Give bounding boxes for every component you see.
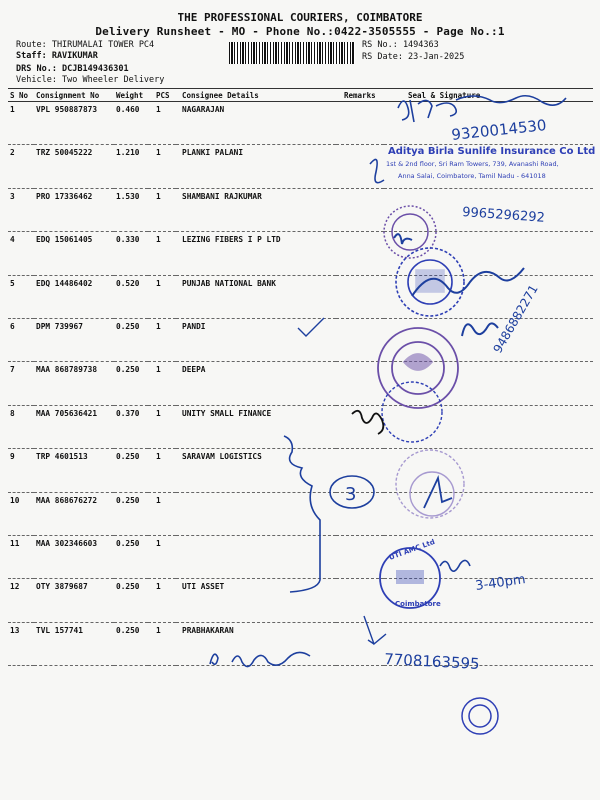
- cell-sno: 1: [8, 102, 34, 145]
- cell-remarks: [336, 102, 384, 145]
- cell-sno: 6: [8, 318, 34, 361]
- cell-consignee: NAGARAJAN: [176, 102, 336, 145]
- table-row: [8, 318, 593, 361]
- header-pcs: PCS: [148, 89, 176, 102]
- cell-sno: 4: [8, 232, 34, 275]
- header-seal: Seal & Signature: [384, 89, 593, 102]
- cell-seal: [384, 275, 593, 318]
- header-consignee: Consignee Details: [176, 89, 336, 102]
- delivery-time: 3-40pm: [474, 572, 527, 594]
- cell-sno: 3: [8, 188, 34, 231]
- cell-consignment: TVL 157741: [34, 622, 114, 665]
- cell-sno: 12: [8, 579, 34, 622]
- table-row: [8, 275, 593, 318]
- cell-remarks: [336, 232, 384, 275]
- cell-consignee: UTI ASSET: [176, 579, 336, 622]
- cell-consignment: MAA 868676272: [34, 492, 114, 535]
- cell-sno: 11: [8, 535, 34, 578]
- circled-number: 3: [345, 484, 357, 505]
- cell-remarks: [336, 405, 384, 448]
- svg-text:UTI AMC Ltd: UTI AMC Ltd: [387, 537, 437, 562]
- cell-seal: [384, 492, 593, 535]
- company-title: THE PROFESSIONAL COURIERS, COIMBATORE: [177, 11, 423, 24]
- cell-consignee: SARAVAM LOGISTICS: [176, 449, 336, 492]
- cell-weight: 0.250: [114, 535, 148, 578]
- cell-weight: 0.460: [114, 102, 148, 145]
- cell-seal: [384, 318, 593, 361]
- cell-weight: 0.250: [114, 622, 148, 665]
- cell-pcs: 1: [148, 232, 176, 275]
- cell-consignment: PRO 17336462: [34, 188, 114, 231]
- cell-pcs: 1: [148, 188, 176, 231]
- cell-sno: 7: [8, 362, 34, 405]
- cell-remarks: [336, 449, 384, 492]
- runsheet-subtitle: Delivery Runsheet - MO - Phone No.:0422-3505555 - Page No.:1: [95, 25, 505, 38]
- cell-remarks: [336, 318, 384, 361]
- table-row: [8, 622, 593, 665]
- vehicle-text: Vehicle: Two Wheeler Delivery: [16, 75, 165, 85]
- svg-text:1st & 2nd floor, Sri Ram Tower: 1st & 2nd floor, Sri Ram Towers, 739, Avanashi Road,: [386, 160, 559, 168]
- table-row: [8, 405, 593, 448]
- cell-consignment: EDQ 14486402: [34, 275, 114, 318]
- cell-sno: 2: [8, 145, 34, 188]
- cell-seal: [384, 188, 593, 231]
- cell-seal: [384, 579, 593, 622]
- svg-text:Aditya Birla Sunlife Insurance: Aditya Birla Sunlife Insurance Co Ltd: [388, 146, 596, 157]
- cell-pcs: 1: [148, 622, 176, 665]
- cell-pcs: 1: [148, 102, 176, 145]
- cell-weight: 1.530: [114, 188, 148, 231]
- table-row: [8, 232, 593, 275]
- phone-number-3: 9486882271: [490, 282, 541, 356]
- cell-weight: 0.250: [114, 579, 148, 622]
- header-sno: S No: [8, 89, 34, 102]
- cell-pcs: 1: [148, 362, 176, 405]
- cell-sno: 5: [8, 275, 34, 318]
- cell-remarks: [336, 622, 384, 665]
- cell-seal: [384, 232, 593, 275]
- table-row: [8, 492, 593, 535]
- cell-sno: 13: [8, 622, 34, 665]
- cell-seal: [384, 622, 593, 665]
- cell-consignment: EDQ 15061405: [34, 232, 114, 275]
- cell-pcs: 1: [148, 579, 176, 622]
- cell-consignment: TRP 4601513: [34, 449, 114, 492]
- cell-remarks: [336, 275, 384, 318]
- cell-consignee: DEEPA: [176, 362, 336, 405]
- table-row: [8, 145, 593, 188]
- table-row: [8, 535, 593, 578]
- drs-number: DRS No.: DCJB149436301: [16, 64, 129, 74]
- cell-seal: [384, 102, 593, 145]
- cell-weight: 0.250: [114, 318, 148, 361]
- cell-pcs: 1: [148, 318, 176, 361]
- route-text: Route: THIRUMALAI TOWER PC4: [16, 40, 155, 50]
- cell-sno: 10: [8, 492, 34, 535]
- cell-weight: 0.250: [114, 449, 148, 492]
- table-row: [8, 449, 593, 492]
- runsheet-table: [8, 88, 596, 666]
- cell-weight: 0.250: [114, 492, 148, 535]
- svg-text:Anna Salai, Coimbatore, Tamil: Anna Salai, Coimbatore, Tamil Nadu - 641018: [398, 172, 546, 180]
- cell-pcs: 1: [148, 535, 176, 578]
- phone-number-1: 9320014530: [450, 116, 548, 144]
- cell-consignment: MAA 705636421: [34, 405, 114, 448]
- cell-remarks: [336, 492, 384, 535]
- cell-consignment: MAA 868789738: [34, 362, 114, 405]
- cell-pcs: 1: [148, 449, 176, 492]
- cell-weight: 0.250: [114, 362, 148, 405]
- cell-consignment: VPL 950887873: [34, 102, 114, 145]
- cell-consignee: UNITY SMALL FINANCE: [176, 405, 336, 448]
- cell-pcs: 1: [148, 405, 176, 448]
- header-consignment: Consignment No: [34, 89, 114, 102]
- cell-remarks: [336, 535, 384, 578]
- svg-text:Coimbatore: Coimbatore: [395, 600, 441, 608]
- table-row: [8, 102, 593, 145]
- cell-remarks: [336, 579, 384, 622]
- cell-consignment: MAA 302346603: [34, 535, 114, 578]
- header-remarks: Remarks: [336, 89, 384, 102]
- table-row: [8, 188, 593, 231]
- phone-number-4: 7708163595: [383, 650, 481, 673]
- cell-remarks: [336, 145, 384, 188]
- cell-weight: 0.370: [114, 405, 148, 448]
- staff-text: Staff: RAVIKUMAR: [16, 51, 98, 61]
- cell-seal: [384, 405, 593, 448]
- cell-consignee: PLANKI PALANI: [176, 145, 336, 188]
- table-row: [8, 362, 593, 405]
- cell-sno: 9: [8, 449, 34, 492]
- cell-weight: 1.210: [114, 145, 148, 188]
- table-row: [8, 579, 593, 622]
- rs-date: RS Date: 23-Jan-2025: [362, 52, 465, 62]
- cell-consignee: LEZING FIBERS I P LTD: [176, 232, 336, 275]
- cell-consignee: PRABHAKARAN: [176, 622, 336, 665]
- cell-seal: [384, 362, 593, 405]
- cell-pcs: 1: [148, 145, 176, 188]
- cell-remarks: [336, 188, 384, 231]
- cell-remarks: [336, 362, 384, 405]
- cell-consignment: TRZ 50045222: [34, 145, 114, 188]
- cell-consignment: DPM 739967: [34, 318, 114, 361]
- cell-consignment: OTY 3879687: [34, 579, 114, 622]
- header-weight: Weight: [114, 89, 148, 102]
- phone-number-2: 9965296292: [461, 205, 546, 226]
- rs-number: RS No.: 1494363: [362, 40, 439, 50]
- cell-consignee: PUNJAB NATIONAL BANK: [176, 275, 336, 318]
- cell-seal: [384, 535, 593, 578]
- cell-weight: 0.330: [114, 232, 148, 275]
- cell-consignee: [176, 492, 336, 535]
- cell-consignee: PANDI: [176, 318, 336, 361]
- cell-pcs: 1: [148, 492, 176, 535]
- cell-weight: 0.520: [114, 275, 148, 318]
- cell-seal: [384, 449, 593, 492]
- cell-seal: [384, 145, 596, 188]
- table-header-row: [8, 89, 593, 102]
- cell-pcs: 1: [148, 275, 176, 318]
- cell-sno: 8: [8, 405, 34, 448]
- barcode: [229, 42, 355, 64]
- round-stamp-bottom: [462, 698, 498, 734]
- cell-consignee: [176, 535, 336, 578]
- cell-consignee: SHAMBANI RAJKUMAR: [176, 188, 336, 231]
